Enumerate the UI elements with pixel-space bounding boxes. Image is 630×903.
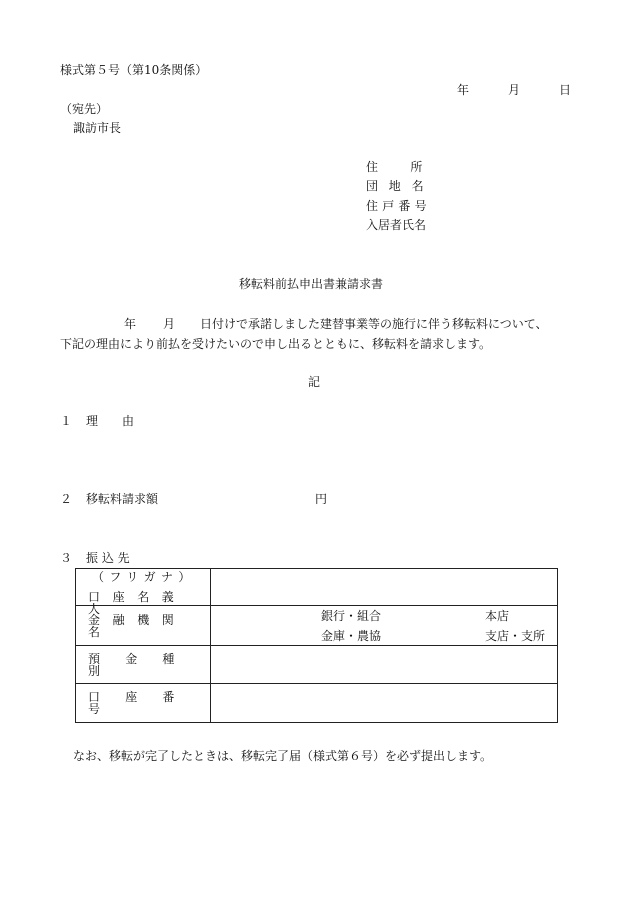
institution-input-cell[interactable] xyxy=(211,606,558,646)
account-holder-input-cell[interactable] xyxy=(211,569,558,606)
head-office-text: 本店 xyxy=(485,609,510,623)
applicant-unit-label xyxy=(366,200,431,212)
deposit-type-label-cell xyxy=(76,646,211,684)
furigana-label: （フリガナ） xyxy=(92,570,196,584)
account-number-label: 口座番号 xyxy=(88,690,200,716)
body-month: 月 xyxy=(163,317,176,331)
applicant-resident-label: 入居者氏名 xyxy=(366,218,427,232)
branch-text: 支店・支所 xyxy=(485,629,546,643)
deposit-type-input-cell[interactable] xyxy=(211,646,558,684)
body-line1: 日付けで承諾しました建替事業等の施行に伴う移転料について、 xyxy=(200,317,548,331)
date-month: 月 xyxy=(508,83,521,97)
applicant-group-label xyxy=(366,180,434,192)
account-number-input-cell[interactable] xyxy=(211,684,558,723)
applicant-address-label xyxy=(366,160,455,174)
applicant-unit-text: 住戸番号 xyxy=(366,199,431,213)
shinkin-nokyo-text: 金庫・農協 xyxy=(321,629,382,643)
bank-union-text: 銀行・組合 xyxy=(321,609,382,623)
account-holder-label: 口座名義人 xyxy=(88,590,187,616)
form-number: 様式第５号（第10条関係） xyxy=(60,63,208,77)
applicant-group-text: 団地名 xyxy=(366,179,435,193)
body-year: 年 xyxy=(124,317,137,331)
applicant-address-text: 住所 xyxy=(366,160,455,174)
item2-number: ２ xyxy=(60,492,73,506)
institution-label: 金融機関名 xyxy=(88,612,187,639)
item1-label: 理 由 xyxy=(86,414,135,428)
bank-account-table xyxy=(75,568,558,723)
item3-label: 振 込 先 xyxy=(86,551,130,565)
footer-note: なお、移転が完了したときは、移転完了届（様式第６号）を必ず提出します。 xyxy=(73,749,493,763)
addressee-name: 諏訪市長 xyxy=(73,121,122,135)
body-line2: 下記の理由により前払を受けたいので申し出るとともに、移転料を請求します。 xyxy=(60,337,492,351)
date-year: 年 xyxy=(457,83,470,97)
document-title: 移転料前払申出書兼請求書 xyxy=(239,277,384,291)
ki-heading: 記 xyxy=(308,375,321,389)
item3-number: ３ xyxy=(60,551,73,565)
account-holder-label-cell xyxy=(76,569,211,616)
item1-number: １ xyxy=(60,414,73,428)
deposit-type-label: 預金種別 xyxy=(88,651,200,678)
account-number-label-cell xyxy=(76,684,211,723)
item2-label: 移転料請求額 xyxy=(86,492,159,506)
date-day: 日 xyxy=(559,83,572,97)
addressee-label: （宛先） xyxy=(60,102,109,116)
item2-unit: 円 xyxy=(315,492,328,506)
